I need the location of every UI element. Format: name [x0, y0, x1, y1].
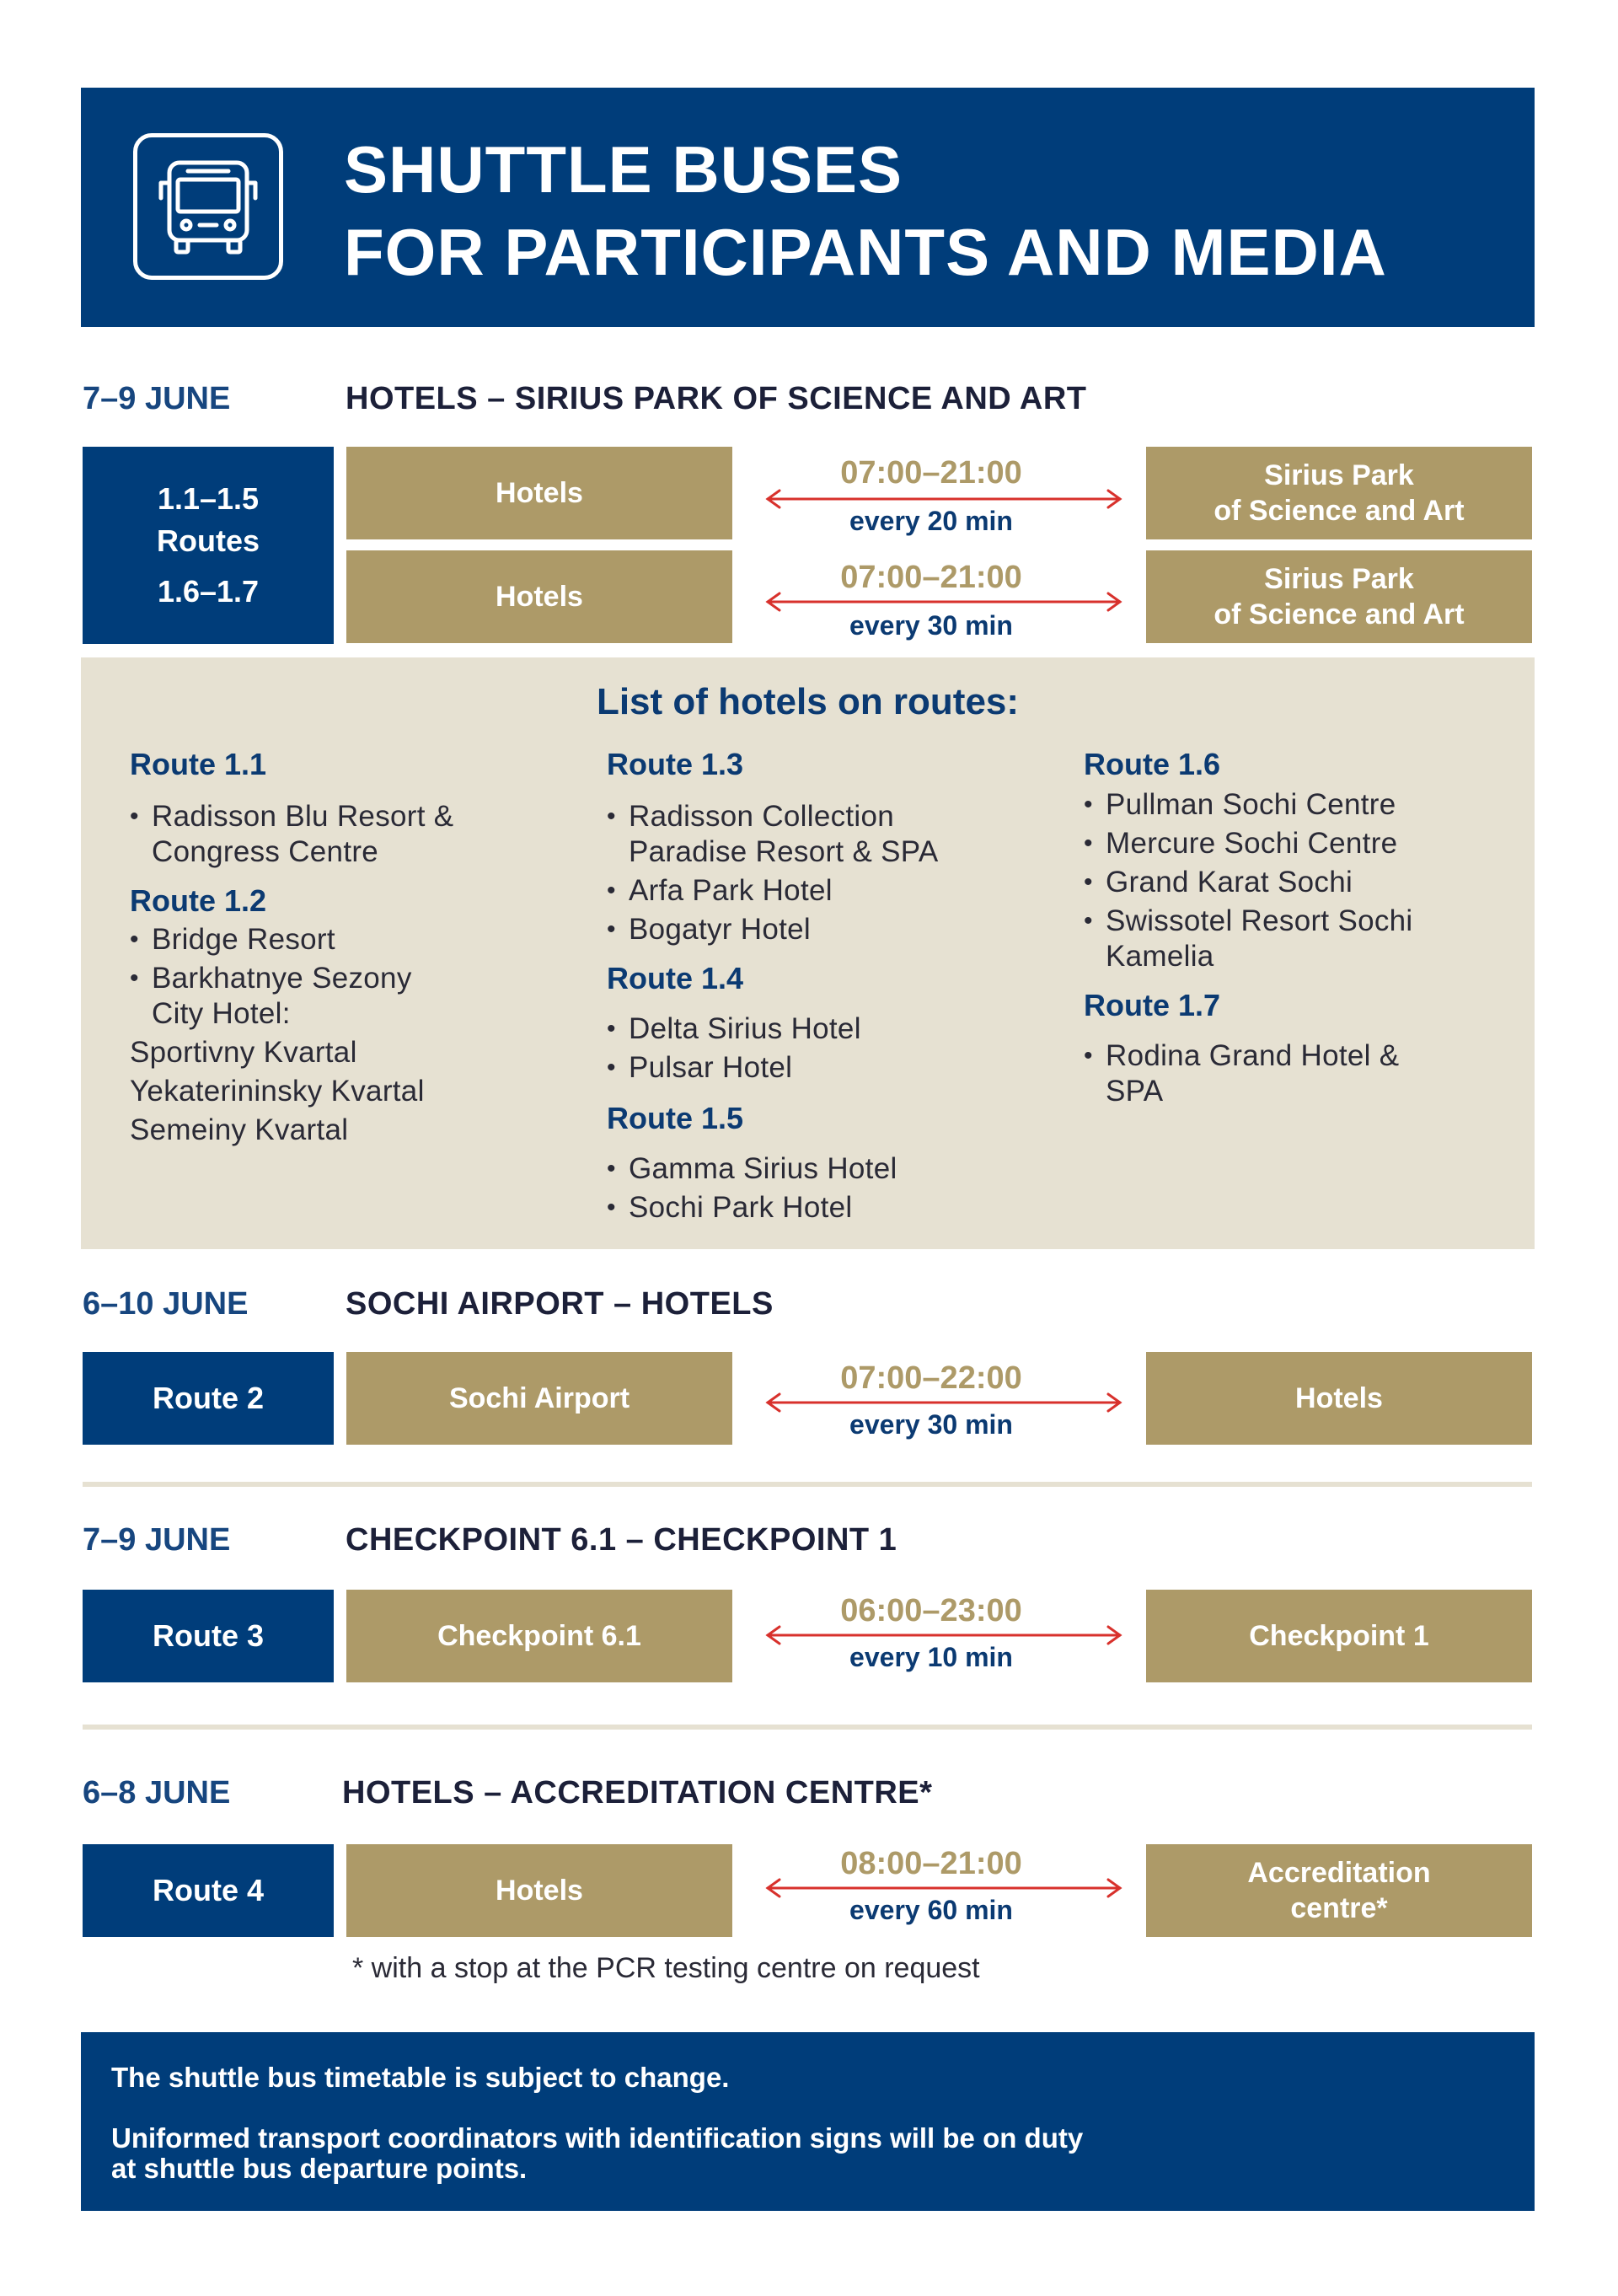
destination-box [1146, 1844, 1532, 1937]
destination-line2: of Science and Art [1214, 495, 1465, 527]
section3-title: CHECKPOINT 6.1 – CHECKPOINT 1 [346, 1522, 897, 1558]
section-divider [83, 1482, 1532, 1487]
page-title [344, 128, 1387, 293]
route-heading: Route 1.4 [607, 961, 744, 995]
hotel-subitem: Sportivny Kvartal [130, 1036, 357, 1069]
destination-box [1146, 447, 1532, 539]
destination-box: Hotels [1146, 1352, 1532, 1445]
time-range: 07:00–22:00 [840, 1360, 1022, 1396]
route-heading: Route 1.2 [130, 883, 267, 918]
route-box-1 [83, 447, 334, 644]
hotel-subitem: Yekaterininsky Kvartal [130, 1075, 425, 1108]
section-divider [83, 1725, 1532, 1730]
time-range: 08:00–21:00 [840, 1846, 1022, 1881]
destination-line1: Sirius Park [1264, 563, 1414, 595]
bus-icon [133, 133, 283, 280]
section3-date: 7–9 JUNE [83, 1522, 231, 1558]
time-range: 07:00–21:00 [840, 455, 1022, 491]
origin-box: Hotels [346, 1844, 732, 1937]
destination-line2: centre* [1290, 1892, 1388, 1924]
hotel-item: • Rodina Grand Hotel & SPA [1084, 1038, 1399, 1109]
hotel-item: • Sochi Park Hotel [607, 1190, 852, 1226]
route-box-4: Route 4 [83, 1844, 334, 1937]
route-box-1-line2: Routes [156, 523, 260, 558]
hotel-list-title: List of hotels on routes: [596, 681, 1020, 722]
destination-line1: Accreditation [1247, 1857, 1431, 1889]
footer-line-1: The shuttle bus timetable is subject to change. [111, 2062, 730, 2093]
hotel-item: • Mercure Sochi Centre [1084, 826, 1397, 861]
frequency: every 30 min [849, 1409, 1013, 1440]
route-box-1-line1: 1.1–1.5 [157, 481, 260, 516]
hotel-item: • Bridge Resort [130, 922, 335, 958]
footer-line-2: Uniformed transport coordinators with identification signs will be on duty [111, 2122, 1084, 2154]
title-line-2: FOR PARTICIPANTS AND MEDIA [344, 215, 1387, 289]
section1-title: HOTELS – SIRIUS PARK OF SCIENCE AND ART [346, 381, 1087, 416]
route-heading: Route 1.1 [130, 747, 267, 781]
hotel-item: • Swissotel Resort Sochi Kamelia [1084, 904, 1413, 974]
origin-box: Sochi Airport [346, 1352, 732, 1445]
section1-date: 7–9 JUNE [83, 381, 231, 416]
hotel-item: • Pullman Sochi Centre [1084, 787, 1396, 823]
time-range: 07:00–21:00 [840, 560, 1022, 595]
hotel-item: • Radisson Blu Resort & Congress Centre [130, 799, 453, 870]
section2-title: SOCHI AIRPORT – HOTELS [346, 1286, 774, 1322]
hotel-item: • Delta Sirius Hotel [607, 1011, 861, 1047]
route-heading: Route 1.5 [607, 1101, 744, 1135]
destination-box [1146, 550, 1532, 643]
route-box-3: Route 3 [83, 1590, 334, 1682]
footnote: * with a stop at the PCR testing centre on request [352, 1952, 980, 1984]
hotel-item: • Grand Karat Sochi [1084, 865, 1353, 900]
section2-date: 6–10 JUNE [83, 1286, 249, 1322]
frequency: every 60 min [849, 1895, 1013, 1925]
origin-box: Checkpoint 6.1 [346, 1590, 732, 1682]
frequency: every 20 min [849, 506, 1013, 536]
destination-line1: Sirius Park [1264, 459, 1414, 491]
frequency: every 10 min [849, 1642, 1013, 1672]
hotel-item: • Barkhatnye Sezony City Hotel: [130, 961, 412, 1032]
route-heading: Route 1.3 [607, 747, 744, 781]
hotel-item: • Arfa Park Hotel [607, 873, 833, 909]
hotel-item: • Radisson Collection Paradise Resort & SPA [607, 799, 938, 870]
hotel-item: • Pulsar Hotel [607, 1050, 792, 1086]
frequency: every 30 min [849, 610, 1013, 641]
origin-box: Hotels [346, 550, 732, 643]
route-box-2: Route 2 [83, 1352, 334, 1445]
time-range: 06:00–23:00 [840, 1593, 1022, 1628]
destination-box: Checkpoint 1 [1146, 1590, 1532, 1682]
hotel-item: • Bogatyr Hotel [607, 912, 811, 947]
title-line-1: SHUTTLE BUSES [344, 132, 903, 207]
section4-title: HOTELS – ACCREDITATION CENTRE* [342, 1775, 933, 1811]
footer-line-3: at shuttle bus departure points. [111, 2153, 528, 2184]
route-heading: Route 1.6 [1084, 747, 1221, 781]
section4-date: 6–8 JUNE [83, 1775, 231, 1811]
route-heading: Route 1.7 [1084, 988, 1221, 1022]
destination-line2: of Science and Art [1214, 598, 1465, 630]
origin-box: Hotels [346, 447, 732, 539]
route-box-1-line3: 1.6–1.7 [157, 574, 260, 609]
hotel-item: • Gamma Sirius Hotel [607, 1151, 897, 1187]
hotel-subitem: Semeiny Kvartal [130, 1113, 349, 1146]
